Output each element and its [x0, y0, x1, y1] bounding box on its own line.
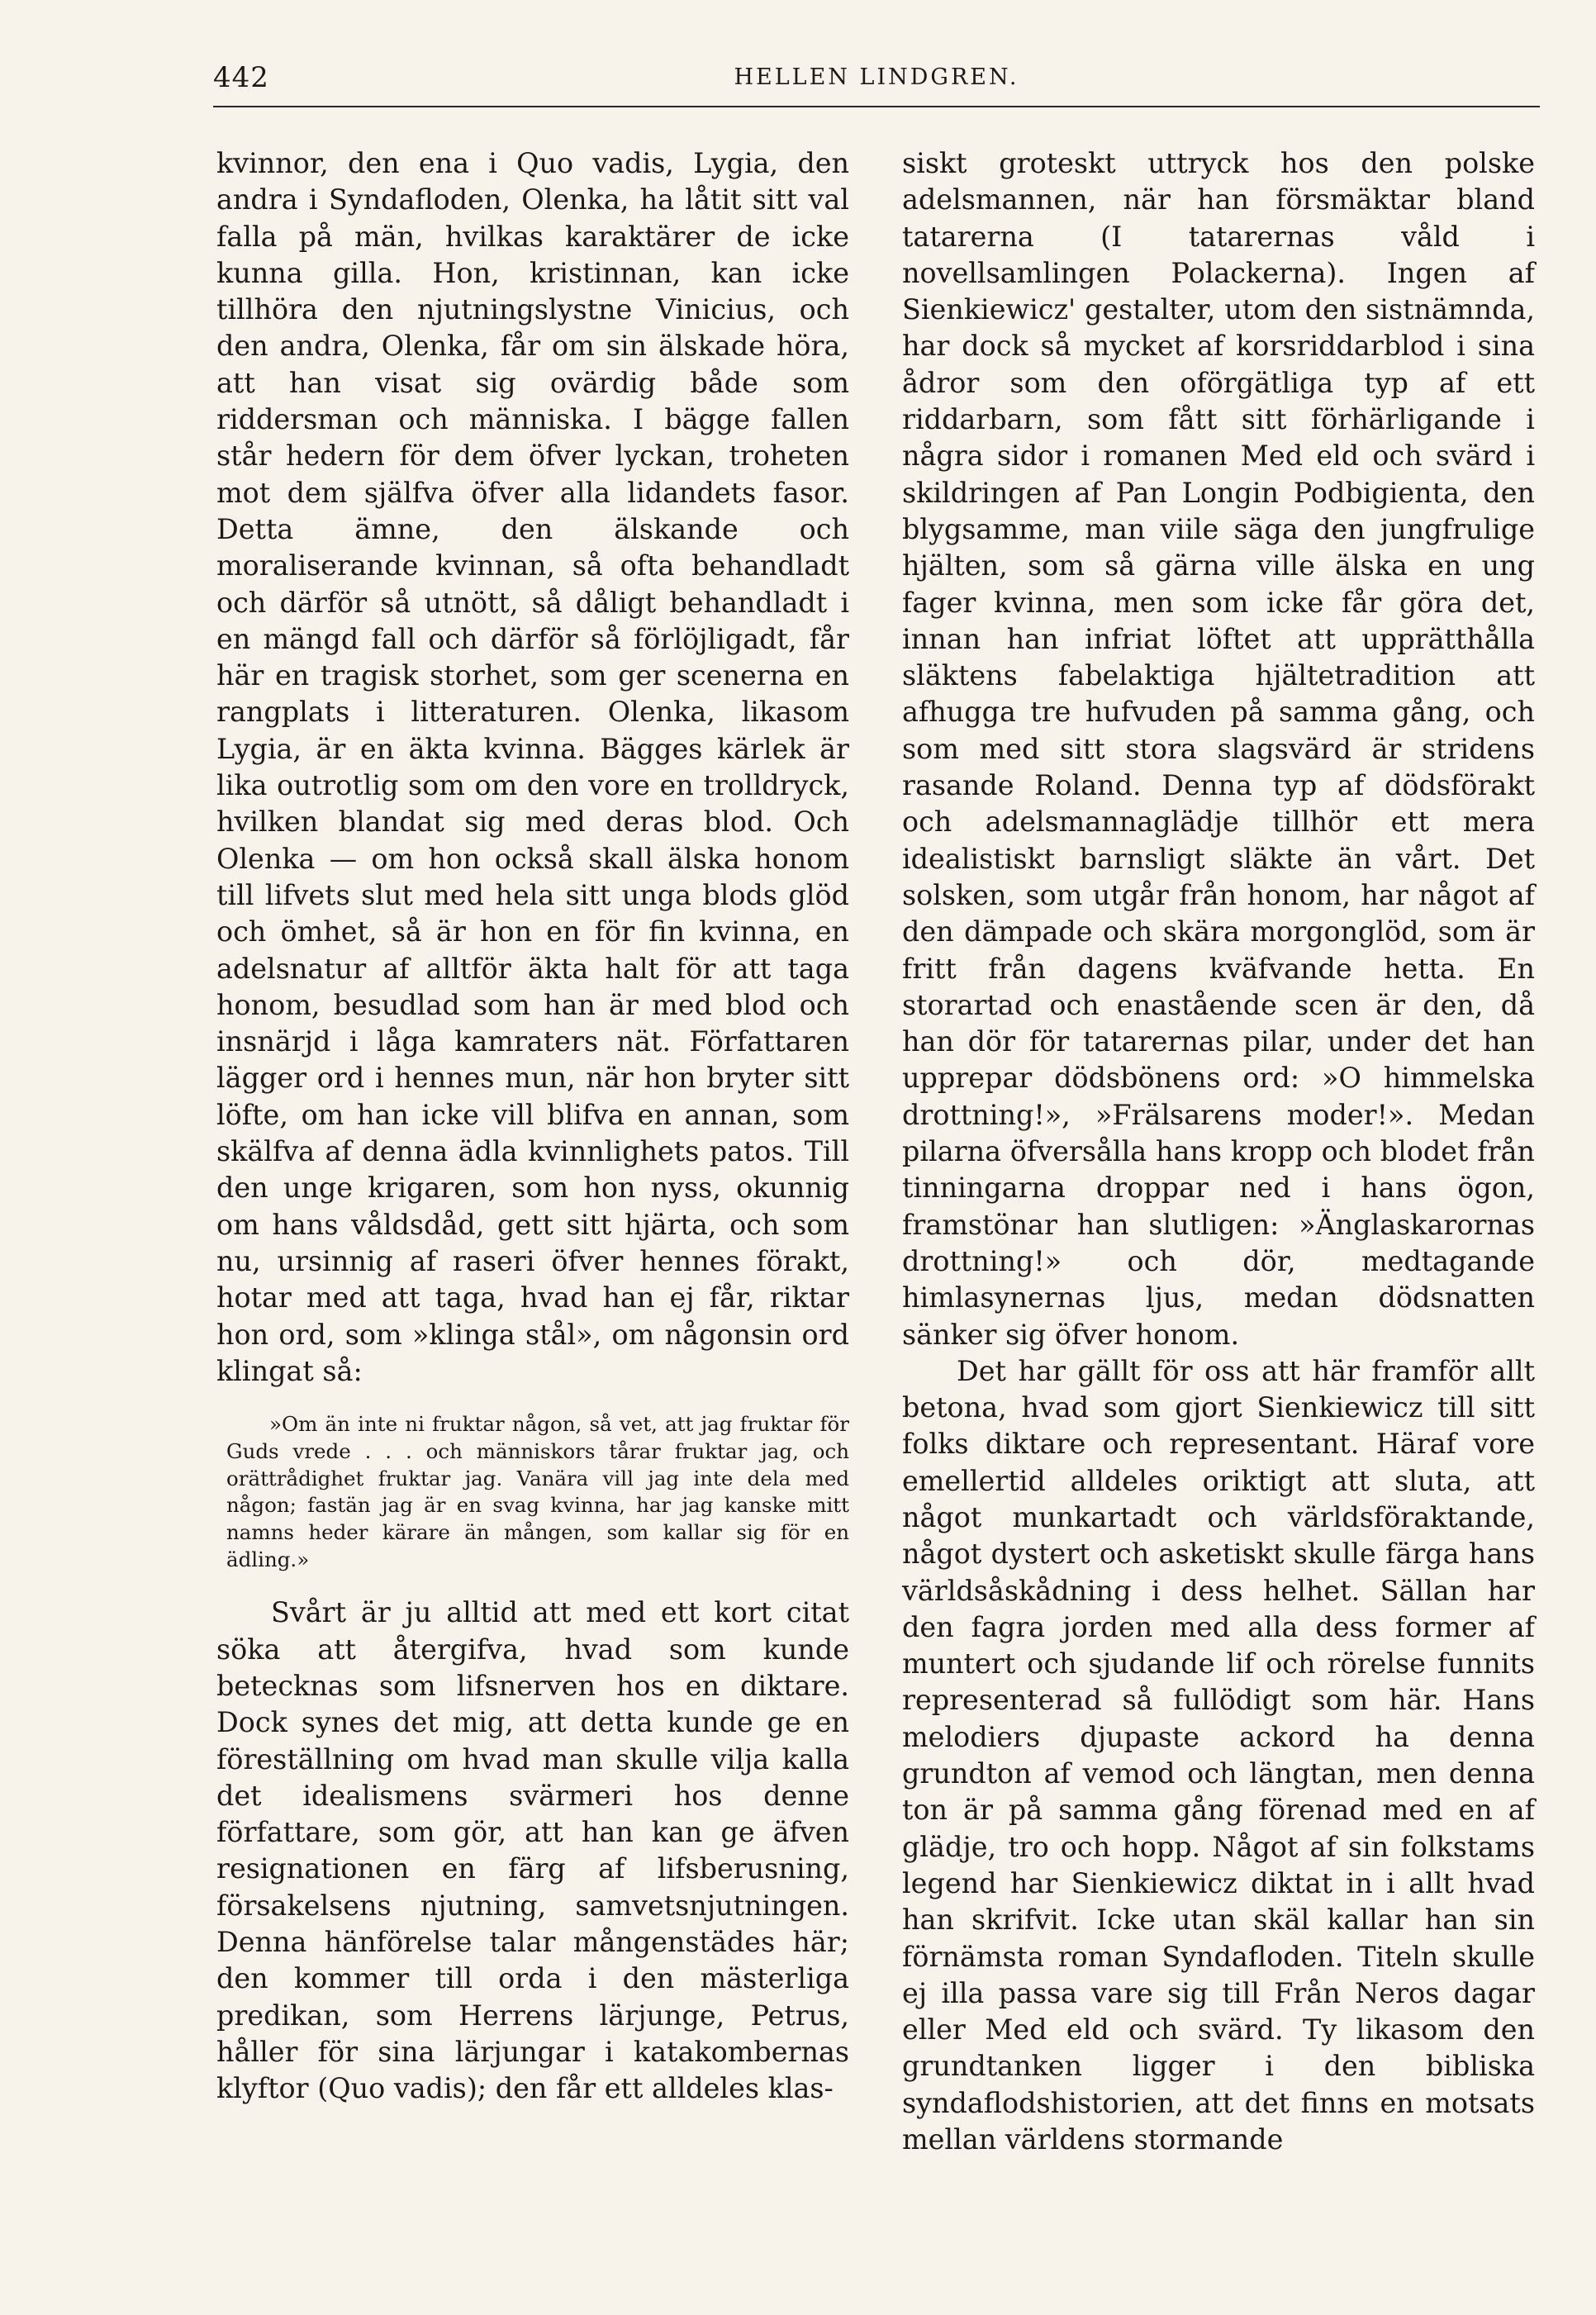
header-rule — [213, 106, 1540, 107]
left-paragraph-2: Svårt är ju alltid att med ett kort citat söka att återgifva, hvad som kunde betecknas som lifsnerven hos en diktare. Dock synes det mig, att detta kunde ge en föreställning om hvad man skulle vilja kalla det idealismens svärmeri hos denne författare, som gör, att han kan ge äfven resignationen en färg af lifsberusning, försakelsens njutning, samvetsnjutningen. Denna hänförelse talar mångenstädes här; den kommer till orda i den mästerliga predikan, som Herrens lärjunge, Petrus, håller för sina lärjungar i katakombernas klyftor (Quo vadis); den får ett alldeles klas- — [216, 1596, 849, 2105]
right-paragraph-2: Det har gällt för oss att här framför allt betona, hvad som gjort Sienkiewicz till sitt folks diktare och representant. Häraf vore emellertid alldeles oriktigt att sluta, att något munkartadt och världsföraktande, något dystert och asketiskt skulle färga hans världsåskådning i dess helhet. Sällan har den fagra jorden med alla dess former af muntert och sjudande lif och rörelse funnits representerad så fullödigt som här. Hans melodiers djupaste ackord ha denna grundton af vemod och längtan, men denna ton är på samma gång förenad med en af glädje, tro och hopp. Något af sin folkstams legend har Sienkiewicz diktat in i allt hvad han skrifvit. Icke utan skäl kallar han sin förnämsta roman Syndafloden. Titeln skulle ej illa passa vare sig till Från Neros dagar eller Med eld och svärd. Ty likasom den grundtanken ligger i den bibliska syndaflodshistorien, att det finns en motsats mellan världens stormande — [902, 1354, 1535, 2156]
page-number: 442 — [213, 61, 269, 94]
running-head: HELLEN LINDGREN. — [734, 64, 1019, 90]
block-quote: »Om än inte ni fruktar någon, så vet, att jag fruktar för Guds vrede . . . och människors tårar fruktar jag, och orättrådighet fruktar jag. Vanära vill jag inte dela med någon; fastän jag är en svag kvinna, har jag kanske mitt namns heder kärare än mången, som kallar sig för en ädling.» — [226, 1412, 849, 1571]
right-paragraph-1: siskt groteskt uttryck hos den polske adelsmannen, när han försmäktar bland tatarerna (I tatarernas våld i novellsamlingen Polackerna). Ingen af Sienkiewicz' gestalter, utom den sistnämnda, har dock så mycket af korsriddarblod i sina ådror som den oförgätliga typ af ett riddarbarn, som fått sitt förhärligande i några sidor i romanen Med eld och svärd i skildringen af Pan Longin Podbigienta, den blygsamme, man viile säga den jungfrulige hjälten, som så gärna ville älska en ung fager kvinna, men som icke får göra det, innan han infriat löftet att upprätthålla släktens fabelaktiga hjältetradition att afhugga tre hufvuden på samma gång, och som med sitt stora slagsvärd är stridens rasande Roland. Denna typ af dödsförakt och adelsmannaglädje tillhör ett mera idealistiskt barnsligt släkte än vårt. Det solsken, som utgår från honom, har något af den dämpade och skära morgonglöd, som är fritt från dagens kväfvande hetta. En storartad och enastående scen är den, då han dör för tatarernas pilar, under det han upprepar dödsbönens ord: »O himmelska drottning!», »Frälsarens moder!». Medan pilarna öfversålla hans kropp och blodet från tinningarna droppar ned i hans ögon, framstönar han slutligen: »Änglaskarornas drottning!» och dör, medtagande himlasynernas ljus, medan dödsnatten sänker sig öfver honom. — [902, 147, 1535, 1351]
page-header — [213, 61, 1540, 107]
left-column — [216, 145, 849, 2107]
right-column — [902, 145, 1535, 2158]
left-paragraph-1: kvinnor, den ena i Quo vadis, Lygia, den andra i Syndafloden, Olenka, ha låtit sitt val falla på män, hvilkas karaktärer de icke kunna gilla. Hon, kristinnan, kan icke tillhöra den njutningslystne Vinicius, och den andra, Olenka, får om sin älskade höra, att han visat sig ovärdig både som riddersman och människa. I bägge fallen står hedern för dem öfver lyckan, troheten mot dem själfva öfver alla lidandets fasor. Detta ämne, den älskande och moraliserande kvinnan, så ofta behandladt och därför så utnött, så dåligt behandladt i en mängd fall och därför så förlöjligadt, får här en tragisk storhet, som ger scenerna en rangplats i litteraturen. Olenka, likasom Lygia, är en äkta kvinna. Bägges kärlek är lika outrotlig som om den vore en trolldryck, hvilken blandat sig med deras blod. Och Olenka — om hon också skall älska honom till lifvets slut med hela sitt unga blods glöd och ömhet, så är hon en för fin kvinna, en adelsnatur af alltför äkta halt för att taga honom, besudlad som han är med blod och insnärjd i låga kamraters nät. Författaren lägger ord i hennes mun, när hon bryter sitt löfte, om han icke vill blifva en annan, som skälfva af denna ädla kvinnlighets patos. Till den unge krigaren, som hon nyss, okunnig om hans våldsdåd, gett sitt hjärta, och som nu, ursinnig af raseri öfver hennes förakt, hotar med att taga, hvad han ej får, riktar hon ord, som »klinga stål», om någonsin ord klingat så: — [216, 147, 849, 1387]
